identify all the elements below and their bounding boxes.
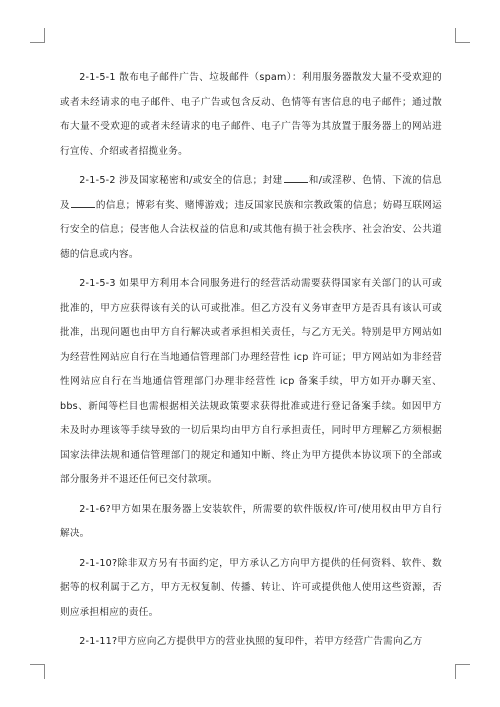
blank-line <box>71 197 95 208</box>
crop-mark-top-right <box>455 28 470 43</box>
clause-text-part: 2-1-5-2 涉及国家秘密和/或安全的信息；封建 <box>79 175 283 186</box>
clause-2-1-11: 2-1-11?甲方应向乙方提供甲方的营业执照的复印件，若甲方经营广告需向乙方 <box>79 636 423 647</box>
clause-text-part: 和/或淫秽、色情、下流的信息及 <box>60 175 442 211</box>
clause-2-1-5-1: 2-1-5-1 散布电子邮件广告、垃圾邮件（spam）：利用服务器散发大量不受欢迎的或者未经请求的电子邮件、电子广告或包含反动、色情等有害信息的电子邮件；通过散布大量不受欢迎的或者未经请求的电子邮件、电子广告等为其放置于服务器上的网站进行宣传、介绍或者招揽业务。 <box>60 72 442 157</box>
clause-2-1-5-2 <box>60 169 442 267</box>
crop-mark-bottom-right <box>455 664 470 679</box>
blank-line <box>284 172 308 183</box>
crop-mark-top-left <box>30 28 45 43</box>
clause-2-1-10: 2-1-10?除非双方另有书面约定，甲方承认乙方向甲方提供的任何资料、软件、数据等的权利属于乙方，甲方无权复制、传播、转让、许可或提供他人使用这些资源，否则应承担相应的责任。 <box>60 557 442 618</box>
clause-2-1-6: 2-1-6?甲方如果在服务器上安装软件，所需要的软件版权/许可/使用权由甲方自行解决。 <box>60 503 442 539</box>
clause-2-1-5-3: 2-1-5-3 如果甲方利用本合同服务进行的经营活动需要获得国家有关部门的认可或批准的，甲方应获得该有关的认可或批准。但乙方没有义务审查甲方是否具有该认可或批准，出现问题也由甲方自行解决或者承担相关责任，与乙方无关。特别是甲方网站如为经营性网站应自行在当地通信管理部门办理经营性 icp 许可证；甲方网站如为非经营性网站应自行在当地通信管理部门办理非经营性 icp 备案手续，甲方如开办聊天室、bbs、新闻等栏目也需根据相关法规政策要求获得批准或进行登记备案手续。如因甲方未及时办理该等手续导致的一切后果均由甲方自行承担责任，同时甲方理解乙方须根据国家法律法规和通信管理部门的规定和通知中断、终止为甲方提供本协议项下的全部或部分服务并不退还任何已交付款项。 <box>60 278 442 485</box>
crop-mark-bottom-left <box>30 664 45 679</box>
clause-text-part: 的信息；博彩有奖、赌博游戏；违反国家民族和宗教政策的信息；妨碍互联网运行安全的信息；侵害他人合法权益的信息和/或其他有损于社会秩序、社会治安、公共道德的信息或内容。 <box>60 199 443 260</box>
document-body <box>60 66 442 660</box>
